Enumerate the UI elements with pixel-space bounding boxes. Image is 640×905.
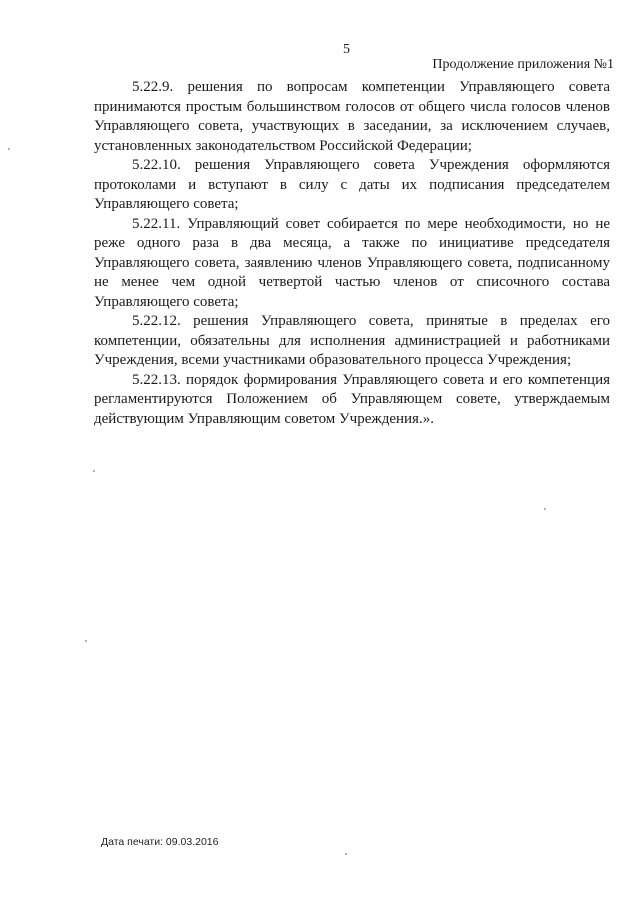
print-date: Дата печати: 09.03.2016 (101, 836, 219, 848)
paragraph-5-22-13: 5.22.13. порядок формирования Управляющего совета и его компетенция регламентируются Положением об Управляющем совете, утверждаемым действующим Управляющим советом Учреждения.». (94, 371, 610, 427)
scan-speck (85, 640, 87, 642)
page-number: 5 (343, 42, 350, 57)
paragraph-5-22-9: 5.22.9. решения по вопросам компетенции Управляющего совета принимаются простым большинством голосов от общего числа голосов членов Управляющего совета, участвующих в заседании, за исключением случаев, установленных законодательством Российской Федерации; (94, 79, 610, 154)
paragraph-5-22-12: 5.22.12. решения Управляющего совета, принятые в пределах его компетенции, обязательны для исполнения администрацией и работниками Учреждения, всеми участниками образовательного процесса Учреждения; (94, 313, 610, 368)
appendix-continuation-label: Продолжение приложения №1 (432, 57, 614, 72)
paragraph-5-22-11: 5.22.11. Управляющий совет собирается по мере необходимости, но не реже одного раза в два месяца, а также по инициативе председателя Управляющего совета, заявлению членов Управляющего совета, подписанному не менее чем одной четвертой частью членов от списочного состава Управляющего совета; (94, 215, 610, 310)
scan-speck (93, 470, 95, 472)
scan-speck (345, 853, 347, 855)
paragraph-5-22-10: 5.22.10. решения Управляющего совета Учреждения оформляются протоколами и вступают в силу с даты их подписания председателем Управляющего совета; (94, 157, 610, 212)
document-body (94, 78, 610, 429)
scan-speck (544, 508, 546, 510)
scan-speck (8, 148, 10, 150)
